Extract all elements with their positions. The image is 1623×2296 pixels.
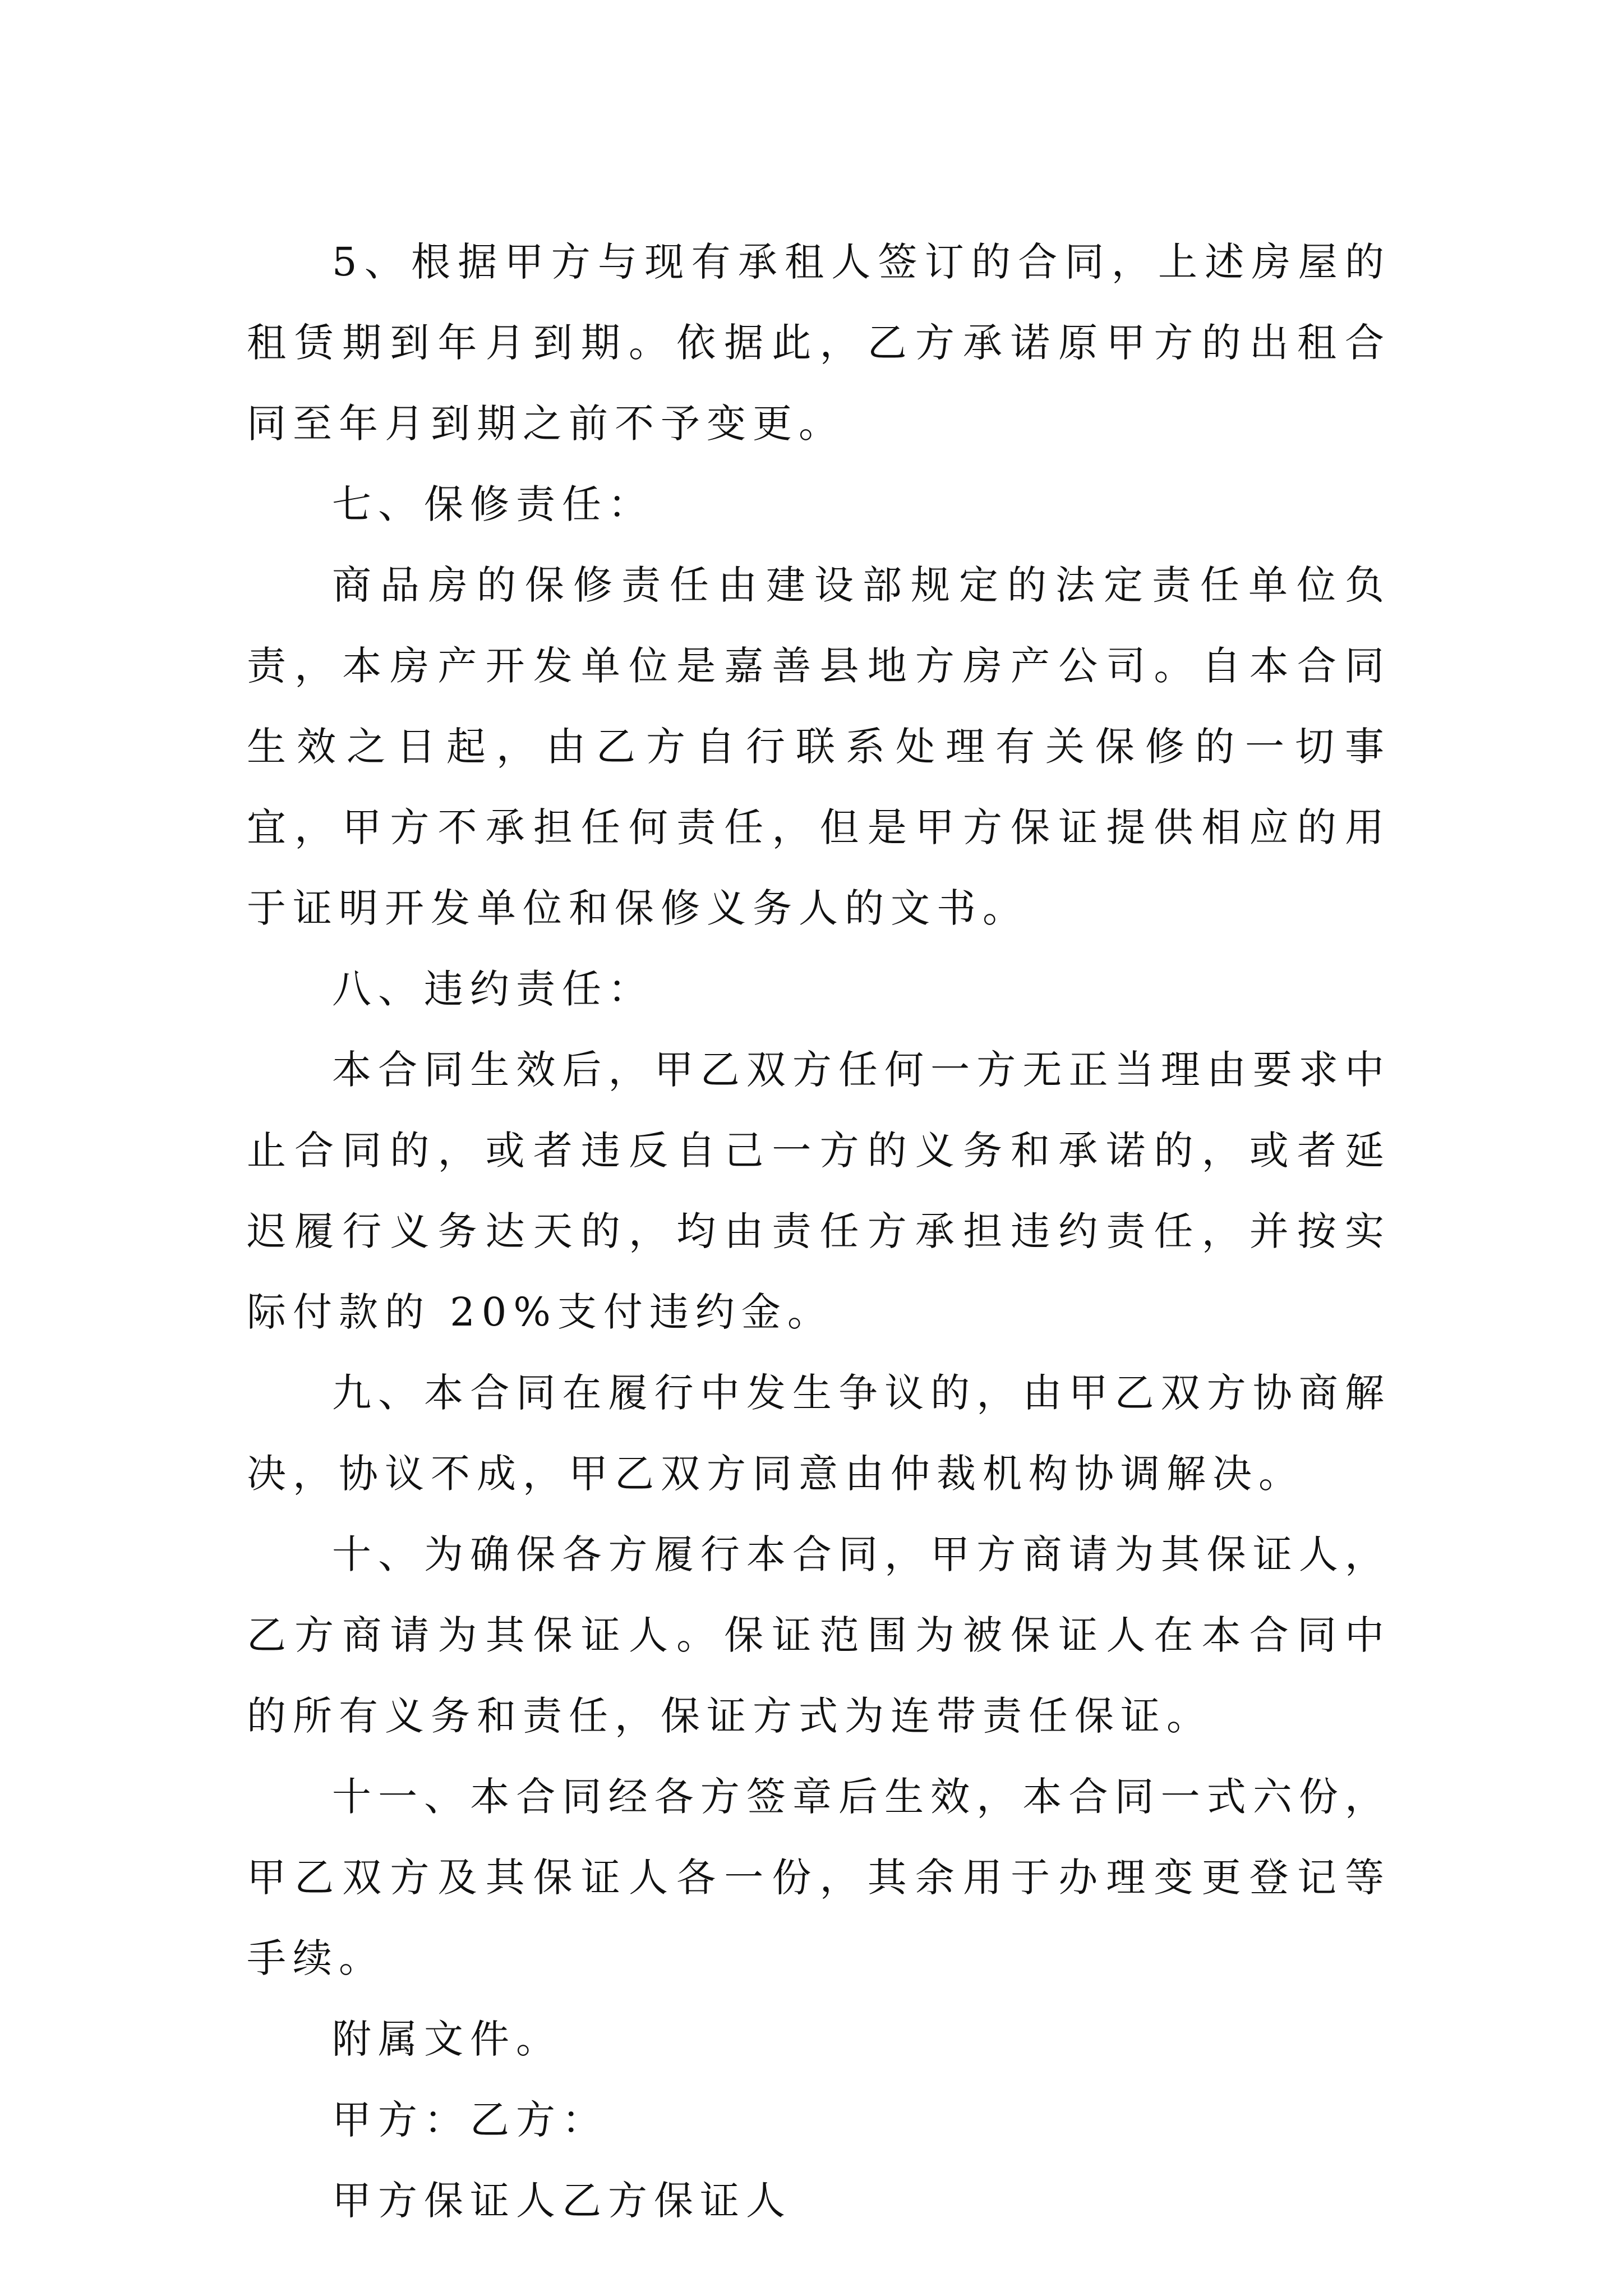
paragraph-warranty-responsibility: 商品房的保修责任由建设部规定的法定责任单位负责，本房产开发单位是嘉善县地方房产公司。自本合同生效之日起，由乙方自行联系处理有关保修的一切事宜，甲方不承担任何责任，但是甲方保证提供相应的用于证明开发单位和保修义务人的文书。 <box>247 562 1391 931</box>
paragraph-dispute-resolution: 九、本合同在履行中发生争议的，由甲乙双方协商解决，协议不成，甲乙双方同意由仲裁机构协调解决。 <box>247 1370 1391 1497</box>
paragraph-breach-liability: 本合同生效后，甲乙双方任何一方无正当理由要求中止合同的，或者违反自己一方的义务和承诺的，或者延迟履行义务达天的，均由责任方承担违约责任，并按实际付款的 20%支付违约金。 <box>247 1047 1391 1335</box>
signature-parties: 甲方：乙方： <box>332 2097 608 2143</box>
heading-warranty-responsibility: 七、保修责任： <box>332 481 654 527</box>
paragraph-guarantor: 十、为确保各方履行本合同，甲方商请为其保证人，乙方商请为其保证人。保证范围为被保证人在本合同中的所有义务和责任，保证方式为连带责任保证。 <box>247 1531 1391 1739</box>
heading-breach-liability: 八、违约责任： <box>332 966 654 1012</box>
document-body <box>247 222 1391 2241</box>
paragraph-effectiveness: 十一、本合同经各方签章后生效，本合同一式六份，甲乙双方及其保证人各一份，其余用于办理变更登记等手续。 <box>247 1774 1391 1981</box>
signature-guarantors: 甲方保证人乙方保证人 <box>332 2178 792 2224</box>
paragraph-attachments: 附属文件。 <box>332 2016 562 2062</box>
paragraph-clause-5: 5、根据甲方与现有承租人签订的合同，上述房屋的租赁期到年月到期。依据此，乙方承诺原甲方的出租合同至年月到期之前不予变更。 <box>247 239 1391 447</box>
